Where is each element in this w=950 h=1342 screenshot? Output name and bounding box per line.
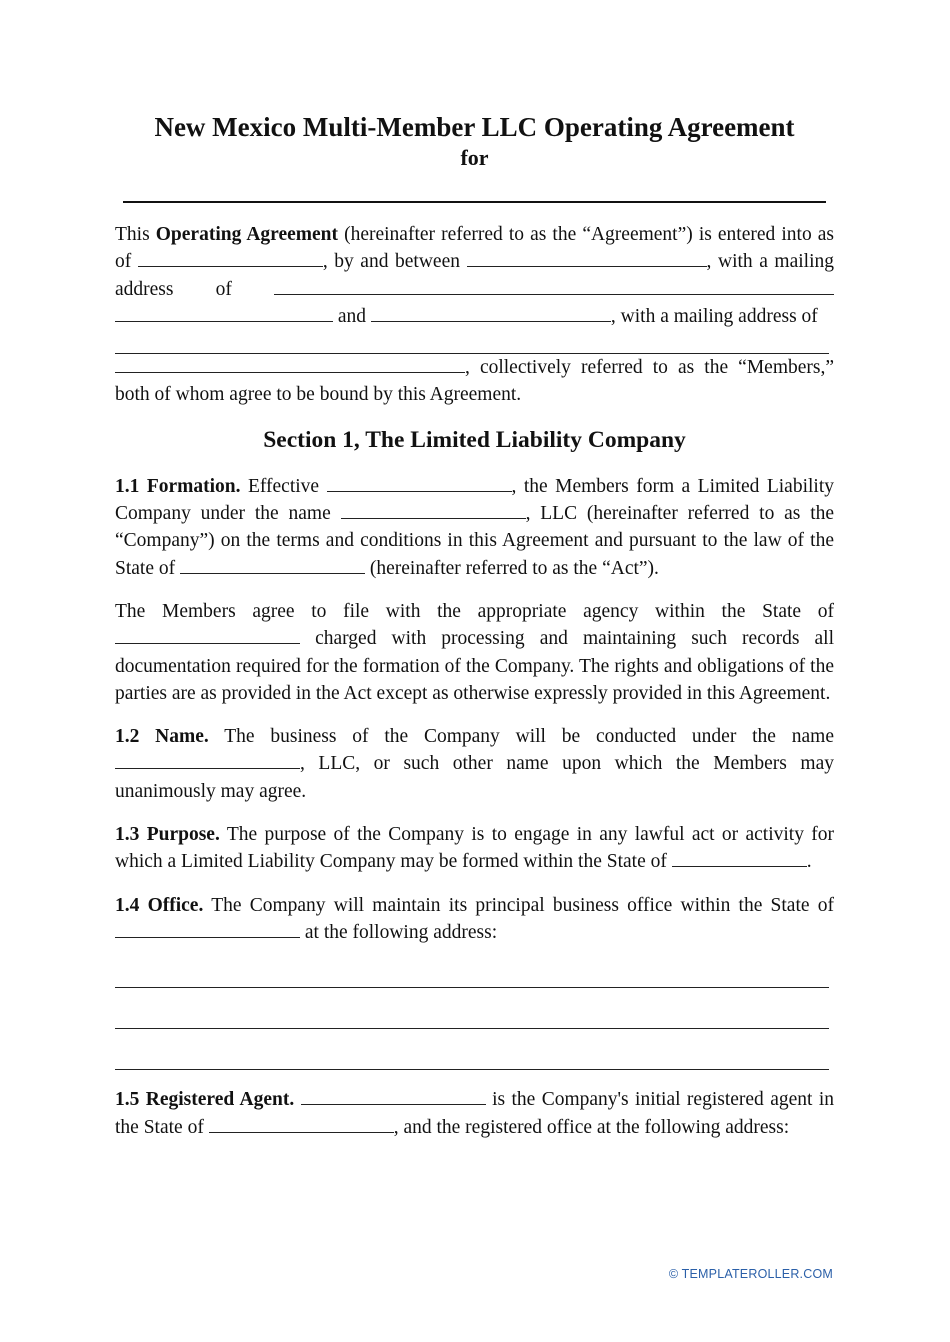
clause-text: , LLC, or such other name upon which the Members may unanimously may agree. bbox=[115, 753, 834, 802]
document-subtitle: for bbox=[460, 145, 489, 170]
clause-label: 1.2 Name. bbox=[115, 726, 209, 748]
filing-state-blank[interactable] bbox=[115, 625, 300, 644]
company-name-blank[interactable] bbox=[123, 201, 826, 203]
office-address-line-1[interactable] bbox=[115, 960, 829, 988]
section-1-2 bbox=[115, 723, 834, 805]
date-blank[interactable] bbox=[138, 248, 323, 267]
member1-address-blank-2[interactable] bbox=[115, 303, 333, 322]
llc-name-blank[interactable] bbox=[341, 500, 526, 519]
clause-text: The Members agree to file with the appropriate agency within the State of bbox=[115, 600, 834, 622]
purpose-state-blank[interactable] bbox=[672, 848, 807, 867]
intro-text: both of whom agree to be bound by this Agreement. bbox=[115, 384, 522, 406]
section-1-5 bbox=[115, 1086, 834, 1141]
intro-bold-term: Operating Agreement bbox=[155, 224, 339, 245]
office-address-lines bbox=[115, 960, 834, 1070]
intro-text: , with a mailing address of bbox=[610, 305, 818, 327]
intro-text: , collectively referred to as the “Members,” bbox=[465, 357, 834, 379]
clause-text: is the Company's initial registered agent in the State of bbox=[115, 1089, 834, 1138]
intro-text: and bbox=[337, 305, 367, 327]
intro-text: (hereinafter referred to as the “Agreement”) is entered into as of bbox=[115, 224, 835, 273]
effective-date-blank[interactable] bbox=[327, 473, 512, 492]
document-title: New Mexico Multi-Member LLC Operating Agreement bbox=[154, 112, 795, 142]
document-header bbox=[115, 112, 834, 173]
state-blank[interactable] bbox=[180, 555, 365, 574]
document-body bbox=[115, 221, 834, 1157]
office-address-line-2[interactable] bbox=[115, 1001, 829, 1029]
clause-text: charged with processing and maintaining such records all documentation required for the formation of the Company. The rights and obligations of the parties are as provided in the Act except as otherwise expressly provided in this Agreement. bbox=[115, 628, 835, 704]
footer-copyright[interactable]: © TEMPLATEROLLER.COM bbox=[668, 1267, 833, 1281]
section-1-1-continued bbox=[115, 598, 834, 707]
intro-text: This bbox=[115, 224, 150, 245]
clause-text: , LLC (hereinafter referred to as the “Company”) on the terms and conditions in this Agreement and pursuant to the law of the State of bbox=[115, 503, 835, 579]
clause-label: 1.1 Formation. bbox=[115, 475, 241, 497]
clause-label: 1.5 Registered Agent. bbox=[115, 1089, 295, 1111]
intro-paragraph bbox=[115, 221, 834, 409]
registered-agent-blank[interactable] bbox=[301, 1086, 486, 1105]
clause-text: Effective bbox=[247, 475, 320, 497]
clause-text: (hereinafter referred to as the “Act”). bbox=[369, 557, 659, 579]
clause-label: 1.3 Purpose. bbox=[115, 824, 220, 846]
office-address-line-3[interactable] bbox=[115, 1042, 829, 1070]
clause-text: , the Members form a Limited Liability Company under the name bbox=[115, 475, 834, 525]
clause-text: The purpose of the Company is to engage in any lawful act or activity for which a Limited Liability Company may be formed within the State of bbox=[115, 824, 835, 873]
intro-text: , with a mailing address of bbox=[115, 251, 834, 300]
member1-address-blank[interactable] bbox=[274, 276, 834, 295]
member2-name-blank[interactable] bbox=[371, 303, 611, 322]
clause-label: 1.4 Office. bbox=[115, 894, 204, 916]
business-name-blank[interactable] bbox=[115, 750, 300, 769]
section-1-4 bbox=[115, 892, 834, 947]
intro-text: , by and between bbox=[322, 251, 460, 273]
clause-text: The business of the Company will be conducted under the name bbox=[224, 726, 835, 748]
clause-text: , and the registered office at the following address: bbox=[393, 1116, 790, 1138]
section-1-1 bbox=[115, 473, 834, 582]
section-1-3 bbox=[115, 821, 834, 876]
agent-state-blank[interactable] bbox=[209, 1114, 394, 1133]
member2-address-blank-2[interactable] bbox=[115, 354, 465, 373]
member2-address-blank[interactable] bbox=[115, 330, 829, 354]
clause-text: The Company will maintain its principal business office within the State of bbox=[211, 894, 834, 916]
clause-text: at the following address: bbox=[304, 921, 498, 943]
section-1-heading: Section 1, The Limited Liability Company bbox=[263, 426, 686, 453]
clause-text: . bbox=[806, 851, 812, 873]
office-state-blank[interactable] bbox=[115, 919, 300, 938]
member1-name-blank[interactable] bbox=[467, 248, 707, 267]
